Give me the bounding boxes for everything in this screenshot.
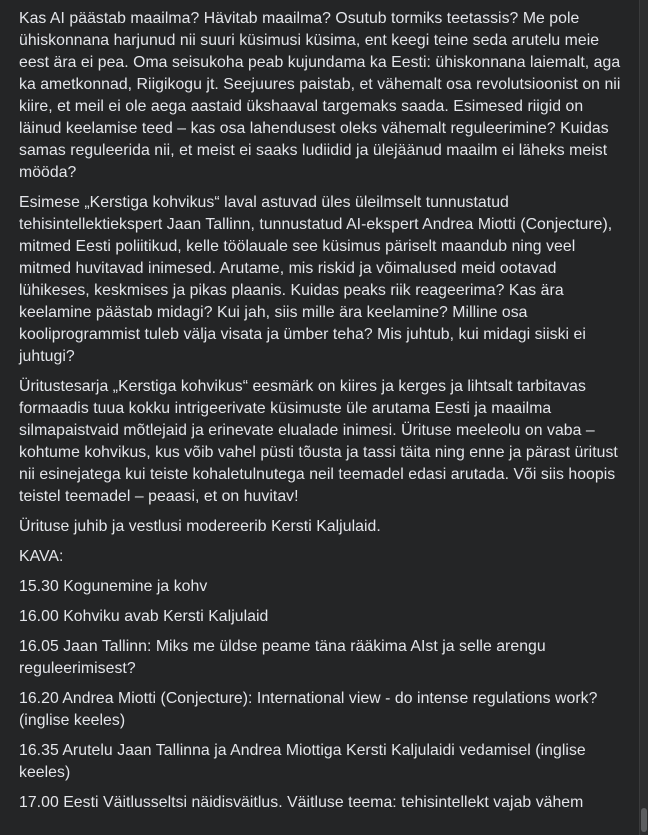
- agenda-item: 16.05 Jaan Tallinn: Miks me üldse peame täna rääkima AIst ja selle arengu reguleerimisest?: [19, 638, 546, 677]
- moderator-paragraph: Ürituse juhib ja vestlusi modereerib Kersti Kaljulaid.: [19, 518, 381, 535]
- scrollbar-thumb[interactable]: [641, 808, 647, 832]
- agenda-item: 16.00 Kohviku avab Kersti Kaljulaid: [19, 608, 269, 625]
- vertical-scrollbar[interactable]: [640, 0, 648, 835]
- series-description-paragraph: Üritustesarja „Kerstiga kohvikus“ eesmärk on kiires ja kerges ja lihtsalt tarbitavas formaadis tuua kokku intrigeerivate küsimuste üle arutama Eesti ja maailma silmapaistvaid mõtlejaid ja erinevate elualade inimesi. Ürituse meeleolu on vaba – kohtume kohvikus, kus võib vahel püsti tõusta ja tassi täita ning enne ja pärast üritust nii esinejatega kui teiste kohaletulnutega neil teemadel edasi arutada. Või siis hoopis teistel teemadel – peaasi, et on huvitav!: [19, 378, 618, 505]
- speakers-paragraph: Esimese „Kerstiga kohvikus“ laval astuvad üles üleilmselt tunnustatud tehisintellektiekspert Jaan Tallinn, tunnustatud AI-ekspert Andrea Miotti (Conjecture), mitmed Eesti poliitikud, kelle töölauale see küsimus päriselt maandub ning veel mitmed huvitavad inimesed. Arutame, mis riskid ja võimalused meid ootavad lühikeses, keskmises ja pikas plaanis. Kuidas peaks riik reageerima? Kas ära keelamine päästab midagi? Kui jah, siis mille ära keelamine? Milline osa kooliprogrammist tuleb välja visata ja ümber teha? Mis juhtub, kui midagi siiski ei juhtugi?: [19, 194, 613, 365]
- agenda-heading: KAVA:: [19, 548, 64, 565]
- agenda-item: 16.20 Andrea Miotti (Conjecture): International view - do intense regulations work? (inglise keeles): [19, 690, 598, 729]
- agenda-item: 17.00 Eesti Väitlusseltsi näidisväitlus. Väitluse teema: tehisintellekt vajab vähem: [19, 794, 584, 811]
- agenda-item: 16.35 Arutelu Jaan Tallinna ja Andrea Miottiga Kersti Kaljulaidi vedamisel (inglise keeles): [19, 742, 586, 781]
- agenda-item: 15.30 Kogunemine ja kohv: [19, 578, 208, 595]
- intro-paragraph: Kas AI päästab maailma? Hävitab maailma? Osutub tormiks teetassis? Me pole ühiskonnana harjunud nii suuri küsimusi küsima, ent keegi teine seda arutelu meie eest ära ei pea. Oma seisukoha peab kujundama ka Eesti: ühiskonnana laiemalt, aga ka ametkonnad, Riigikogu jt. Seejuures paistab, et vähemalt osa revolutsioonist on nii kiire, et meil ei ole aega aastaid ükshaaval targemaks saada. Esimesed riigid on läinud keelamise teed – kas osa lahendusest oleks vähemalt reguleerimine? Kuidas samas reguleerida nii, et meist ei saaks ludiidid ja ülejäänud maailm ei läheks meist mööda?: [19, 10, 621, 181]
